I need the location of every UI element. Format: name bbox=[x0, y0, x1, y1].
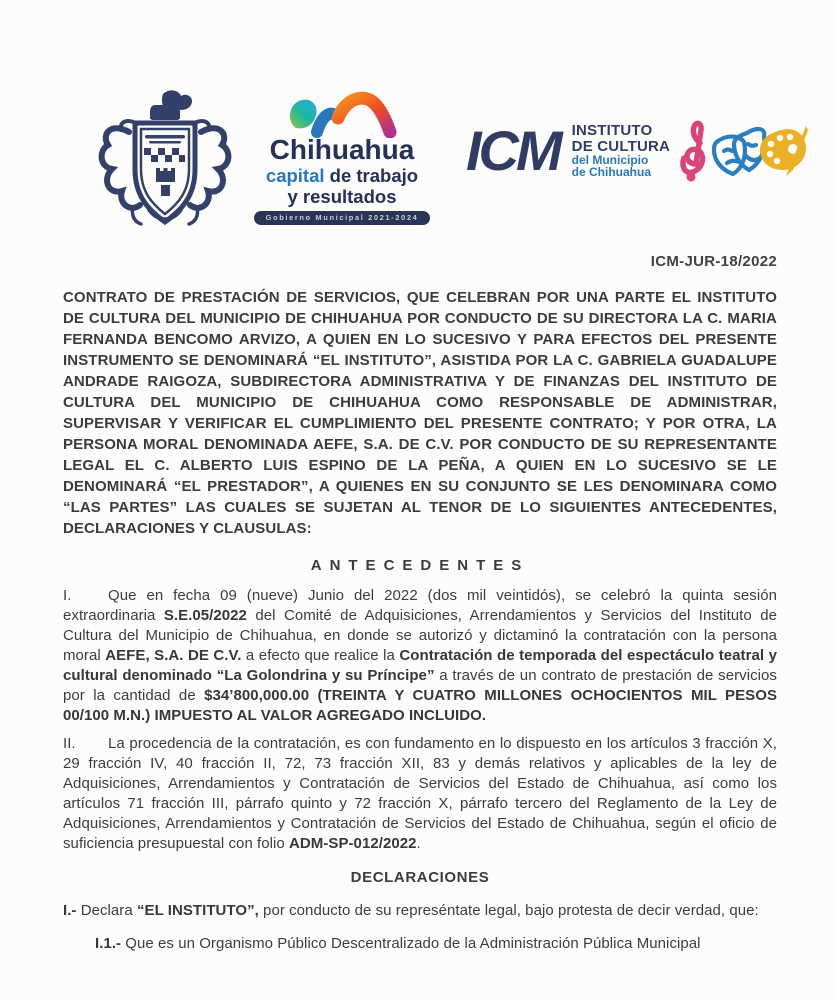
antecedentes-heading: ANTECEDENTES bbox=[310, 557, 530, 574]
antecedente-1-text: Que en fecha 09 (nueve) Junio del 2022 (dos mil veintidós), se celebró la quinta sesión extraordinaria S.E.05/2022 del Comité de Adquisiciones, Arrendamientos y Servicios del Instituto de Cultura del Municipio de Chihuahua, en donde se autorizó y dictaminó la contratación con la persona moral AEFE, S.A. DE C.V. a efecto que realice la Contratación de temporada del espectáculo teatral y cultural denominado “La Golondrina y su Príncipe” a través de un contrato de prestación de servicios por la cantidad de $34’800,000.00 (TREINTA Y CUATRO MILLONES OCHOCIENTOS MIL PESOS 00/100 M.N.) IMPUESTO AL VALOR AGREGADO INCLUIDO. bbox=[63, 587, 777, 724]
declaracion-intro-paragraph: I.- Declara “EL INSTITUTO”, por conducto de su represéntate legal, bajo protesta de decir verdad, que: bbox=[63, 902, 759, 919]
document-body bbox=[63, 0, 777, 954]
chihuahua-logo-tagline: capital de trabajo bbox=[265, 165, 419, 186]
antecedente-1-paragraph bbox=[63, 586, 777, 726]
document-reference: ICM-JUR-18/2022 bbox=[650, 253, 777, 270]
declaracion-i1-paragraph: I.1.- Que es un Organismo Público Descentralizado de la Administración Pública Municipal bbox=[95, 935, 701, 952]
antecedente-2-text: La procedencia de la contratación, es con fundamento en lo dispuesto en los artículos 3 fracción X, 29 fracción IV, 40 fracción II, 72, 73 fracción XII, 83 y demás relativos y aplicables de la ley de Adquisiciones, Arrendamientos y Contratación de Servicios del Estado de Chihuahua, así como los artículos 71 fracción III, párrafo quinto y 72 fracción X, párrafo tercero del Reglamento de la Ley de Adquisiciones, Arrendamientos y Contratación de Servicios del Estado de Chihuahua, según el oficio de suficiencia presupuestal con folio ADM-SP-012/2022. bbox=[63, 735, 777, 852]
antecedente-2-label: II. bbox=[63, 735, 76, 752]
icm-institute-name: INSTITUTO DE CULTURA del Municipio de Chihuahua bbox=[571, 122, 671, 180]
icm-acronym: ICM bbox=[466, 118, 560, 182]
chihuahua-logo-tagline2: y resultados bbox=[287, 185, 397, 207]
opening-paragraph: CONTRATO DE PRESTACIÓN DE SERVICIOS, QUE CELEBRAN POR UNA PARTE EL INSTITUTO DE CULTURA DEL MUNICIPIO DE CHIHUAHUA POR CONDUCTO DE SU DIRECTORA LA C. MARIA FERNANDA BENCOMO ARVIZO, A QUIEN EN LO SUCESIVO Y PARA EFECTOS DEL PRESENTE INSTRUMENTO SE DENOMINARÁ “EL INSTITUTO”, ASISTIDA POR LA C. GABRIELA GUADALUPE ANDRADE RAIGOZA, SUBDIRECTORA ADMINISTRATIVA Y DE FINANZAS DEL INSTITUTO DE CULTURA DEL MUNICIPIO DE CHIHUAHUA COMO RESPONSABLE DE ADMINISTRAR, SUPERVISAR Y VERIFICAR EL CUMPLIMIENTO DEL PRESENTE CONTRATO; Y POR OTRA, LA PERSONA MORAL DENOMINADA AEFE, S.A. DE C.V. POR CONDUCTO DE SU REPRESENTANTE LEGAL EL C. ALBERTO LUIS ESPINO DE LA PEÑA, A QUIEN EN LO SUCESIVO SE LE DENOMINARÁ “EL PRESTADOR”, A QUIENES EN SU CONJUNTO SE LES DENOMINARA COMO “LAS PARTES” LAS CUALES SE SUJETAN AL TENOR DE LO SIGUIENTES ANTECEDENTES, DECLARACIONES Y CLAUSULAS: bbox=[63, 289, 777, 537]
antecedente-1-label: I. bbox=[63, 587, 72, 604]
chihuahua-logo-title: Chihuahua bbox=[269, 134, 415, 165]
antecedente-2-paragraph bbox=[63, 734, 777, 854]
gobierno-municipal-banner: Gobierno Municipal 2021-2024 bbox=[254, 211, 431, 225]
declaraciones-heading: DECLARACIONES bbox=[350, 869, 490, 886]
